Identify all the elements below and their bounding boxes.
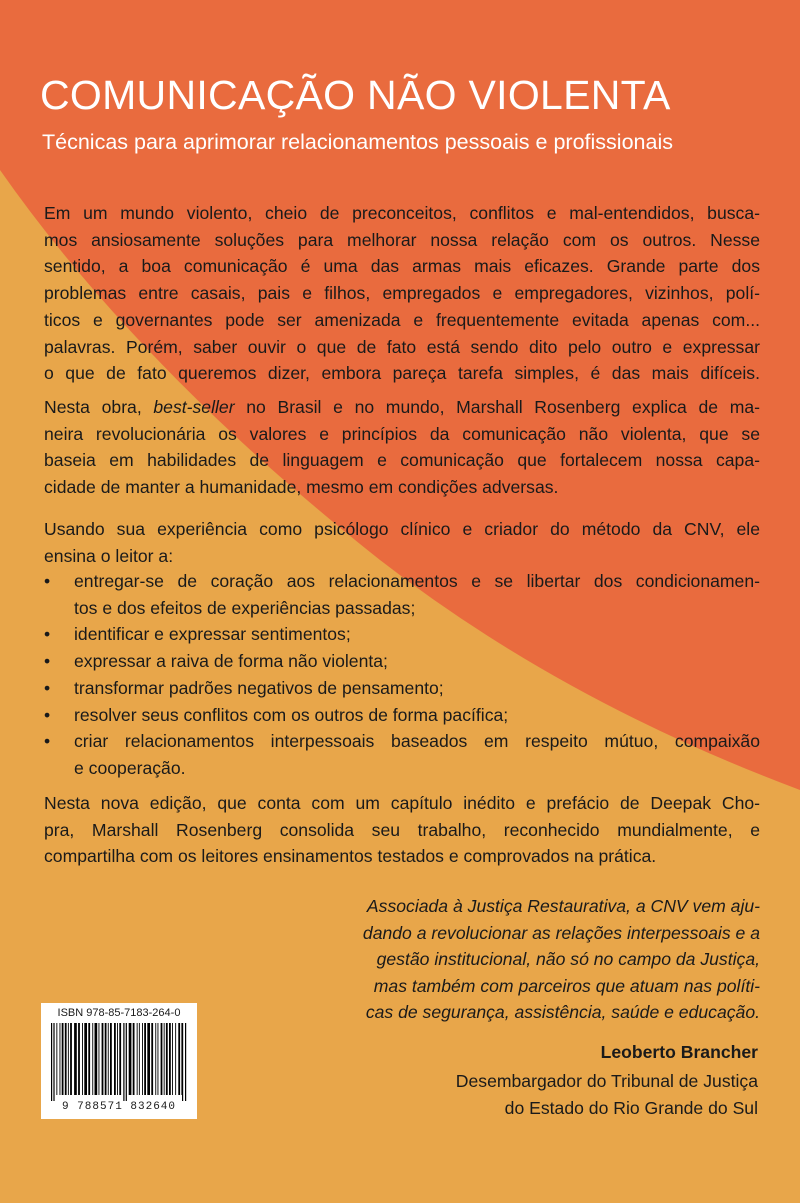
- barcode-bar: [129, 1023, 132, 1095]
- barcode-bar: [68, 1023, 69, 1095]
- synopsis-paragraph-3: [44, 516, 760, 569]
- text-line: baseia em habilidades de linguagem e comunicação que fortalecem nossa capa-: [44, 450, 760, 471]
- text-line: tos e dos efeitos de experiências passadas;: [74, 597, 416, 618]
- text-line: gestão institucional, não só no campo da Justiça,: [376, 949, 760, 969]
- bullet-item: [44, 675, 760, 702]
- barcode-bar: [88, 1023, 90, 1095]
- synopsis-paragraph-2: [44, 394, 760, 501]
- barcode-bar: [137, 1023, 138, 1095]
- text-line: Nesta nova edição, que conta com um capítulo inédito e prefácio de Deepak Cho-: [44, 793, 760, 813]
- text-line: cidade de manter a humanidade, mesmo em condições adversas.: [44, 477, 559, 498]
- barcode-bar: [126, 1023, 127, 1101]
- bullet-item: [44, 621, 760, 648]
- barcode-bar: [119, 1023, 121, 1095]
- barcode-bar: [161, 1023, 163, 1095]
- isbn-barcode: [41, 1003, 197, 1119]
- barcode-bar: [99, 1023, 100, 1095]
- barcode-bar: [110, 1023, 112, 1095]
- isbn-label: ISBN 978-85-7183-264-0: [57, 1007, 181, 1019]
- barcode-bar: [147, 1023, 150, 1095]
- text-line: [44, 394, 760, 421]
- barcode-bar: [53, 1023, 54, 1101]
- barcode-bar: [144, 1023, 146, 1095]
- barcode-bar: [166, 1023, 168, 1095]
- text-line: neira revolucionária os valores e princípios da comunicação não violenta, que se: [44, 423, 760, 444]
- text-line: ticos e governantes pode ser amenizada e frequentemente evitada apenas com...: [44, 309, 760, 330]
- barcode-bar: [92, 1023, 93, 1095]
- endorsement-author-name: Leoberto Brancher: [600, 1042, 758, 1062]
- text-line: • identificar e expressar sentimentos;: [74, 624, 351, 645]
- barcode-bar: [102, 1023, 104, 1095]
- text-line: • resolver seus conflitos com os outros de forma pacífica;: [74, 704, 509, 725]
- synopsis-paragraph-4: [44, 790, 760, 870]
- barcode-bar: [82, 1023, 83, 1095]
- bullet-item: [44, 568, 760, 621]
- text-line: compartilha com os leitores ensinamentos testados e comprovados na prática.: [44, 846, 657, 867]
- text-line: mos ansiosamente soluções para melhorar nossa relação com os outros. Nesse: [44, 229, 760, 250]
- barcode-bar: [158, 1023, 159, 1095]
- endorsement-quote: [300, 893, 760, 1026]
- text-line: do Estado do Rio Grande do Sul: [504, 1097, 758, 1118]
- text-line: e cooperação.: [74, 757, 186, 778]
- barcode-bar: [139, 1023, 140, 1095]
- barcode-bar: [84, 1023, 87, 1095]
- barcode-bar: [70, 1023, 72, 1095]
- bullet-item: [44, 702, 760, 729]
- barcode-bar: [105, 1023, 107, 1095]
- barcode-bar: [151, 1023, 153, 1095]
- barcode-bar: [95, 1023, 98, 1095]
- barcode-bar: [117, 1023, 118, 1095]
- book-subtitle: Técnicas para aprimorar relacionamentos pessoais e profissionais: [42, 130, 673, 154]
- barcode-bar: [78, 1023, 80, 1095]
- barcode-bar: [74, 1023, 77, 1095]
- text-line: • expressar a raiva de forma não violenta;: [74, 651, 388, 672]
- barcode-bar: [123, 1023, 124, 1101]
- text-line: o que de fato queremos dizer, embora pareça tarefa simples, é das mais difíceis.: [44, 363, 760, 384]
- barcode-bar: [62, 1023, 64, 1095]
- barcode-bar: [178, 1023, 180, 1095]
- book-title: COMUNICAÇÃO NÃO VIOLENTA: [40, 72, 671, 118]
- text-line: Associada à Justiça Restaurativa, a CNV vem aju-: [366, 896, 760, 916]
- barcode-bar: [169, 1023, 171, 1095]
- barcode-bar: [133, 1023, 135, 1095]
- text-line: Desembargador do Tribunal de Justiça: [455, 1071, 758, 1091]
- endorsement-author-role: [456, 1068, 758, 1121]
- text-line: • criar relacionamentos interpessoais baseados em respeito mútuo, compaixão: [74, 731, 760, 752]
- text-line: Em um mundo violento, cheio de preconceitos, conflitos e mal-entendidos, busca-: [44, 203, 760, 223]
- barcode-digits: 9 788571 832640: [61, 1101, 177, 1113]
- barcode-bar: [185, 1023, 186, 1101]
- best-seller-emphasis: best-seller: [153, 397, 235, 417]
- barcode-bar: [164, 1023, 165, 1095]
- bullet-item: [44, 648, 760, 675]
- text-line: pra, Marshall Rosenberg consolida seu trabalho, reconhecido mundialmente, e: [44, 819, 760, 840]
- barcode-bar: [65, 1023, 67, 1095]
- text-line: sentido, a boa comunicação é uma das armas mais eficazes. Grande parte dos: [44, 256, 760, 277]
- bullet-item: [44, 728, 760, 781]
- text-line: problemas entre casais, pais e filhos, empregados e empregadores, vizinhos, polí-: [44, 283, 760, 304]
- text-lead: Nesta obra,: [44, 397, 154, 417]
- barcode-bar: [60, 1023, 61, 1095]
- bullet-list: [44, 568, 760, 782]
- text-line: ensina o leitor a:: [44, 545, 174, 566]
- text-line: cas de segurança, assistência, saúde e educação.: [365, 1002, 760, 1022]
- text-line: mas também com parceiros que atuam nas políti-: [373, 975, 760, 996]
- barcode-bars: [49, 1023, 189, 1101]
- barcode-bar: [155, 1023, 156, 1095]
- text-line: palavras. Porém, saber ouvir o que de fato está sendo dito pelo outro e expressar: [44, 336, 760, 357]
- barcode-bar: [172, 1023, 173, 1095]
- text-rest: no Brasil e no mundo, Marshall Rosenberg explica de ma-: [234, 397, 760, 417]
- text-line: dando a revolucionar as relações interpessoais e a: [362, 922, 760, 943]
- barcode-bar: [51, 1023, 52, 1101]
- text-line: • entregar-se de coração aos relacionamentos e se libertar dos condicionamen-: [74, 571, 760, 591]
- barcode-bar: [108, 1023, 109, 1095]
- synopsis-paragraph-1: [44, 200, 760, 387]
- barcode-bar: [114, 1023, 116, 1095]
- text-line: Usando sua experiência como psicólogo clínico e criador do método da CNV, ele: [44, 519, 760, 539]
- text-line: • transformar padrões negativos de pensamento;: [74, 677, 444, 698]
- barcode-bar: [182, 1023, 183, 1101]
- barcode-bar: [142, 1023, 143, 1095]
- barcode-bar: [56, 1023, 57, 1095]
- barcode-bar: [175, 1023, 176, 1095]
